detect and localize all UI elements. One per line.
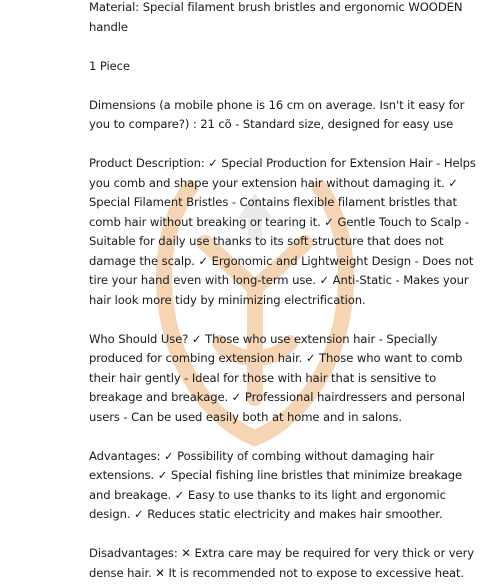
- disadvantages-paragraph: Disadvantages: ✕ Extra care may be required for very thick or very dense hair. ✕ It is recommended not to expose to excessive heat.: [89, 546, 475, 580]
- dimensions-paragraph: Dimensions (a mobile phone is 16 cm on average. Isn't it easy for you to compare?) : 21 cõ - Standard size, designed for easy use: [89, 97, 465, 131]
- who-should-use-paragraph: Who Should Use? ✓ Those who use extension hair - Specially produced for combing extension hair. ✓ Those who want to comb their hair gently - Ideal for those with hair that is sensitive to breakage and breakage. ✓ Professional hairdressers and personal users - Can be used easily both at home and in salons.: [89, 331, 465, 424]
- description-text: [89, 0, 478, 583]
- material-paragraph: Material: Special filament brush bristles and ergonomic WOODEN handle: [89, 0, 463, 34]
- quantity-paragraph: 1 Piece: [89, 58, 130, 73]
- product-description-paragraph: Product Description: ✓ Special Production for Extension Hair - Helps you comb and shape your extension hair without damaging it. ✓ Special Filament Bristles - Contains flexible filament bristles that comb hair without breaking or tearing it. ✓ Gentle Touch to Scalp - Suitable for daily use thanks to its soft structure that does not damage the scalp. ✓ Ergonomic and Lightweight Design - Does not tire your hand even with long-term use. ✓ Anti-Static - Makes your hair look more tidy by minimizing electrification.: [89, 156, 476, 307]
- advantages-paragraph: Advantages: ✓ Possibility of combing without damaging hair extensions. ✓ Special fishing line bristles that minimize breakage and breakage. ✓ Easy to use thanks to its light and ergonomic design. ✓ Reduces static electricity and makes hair smoother.: [89, 448, 463, 521]
